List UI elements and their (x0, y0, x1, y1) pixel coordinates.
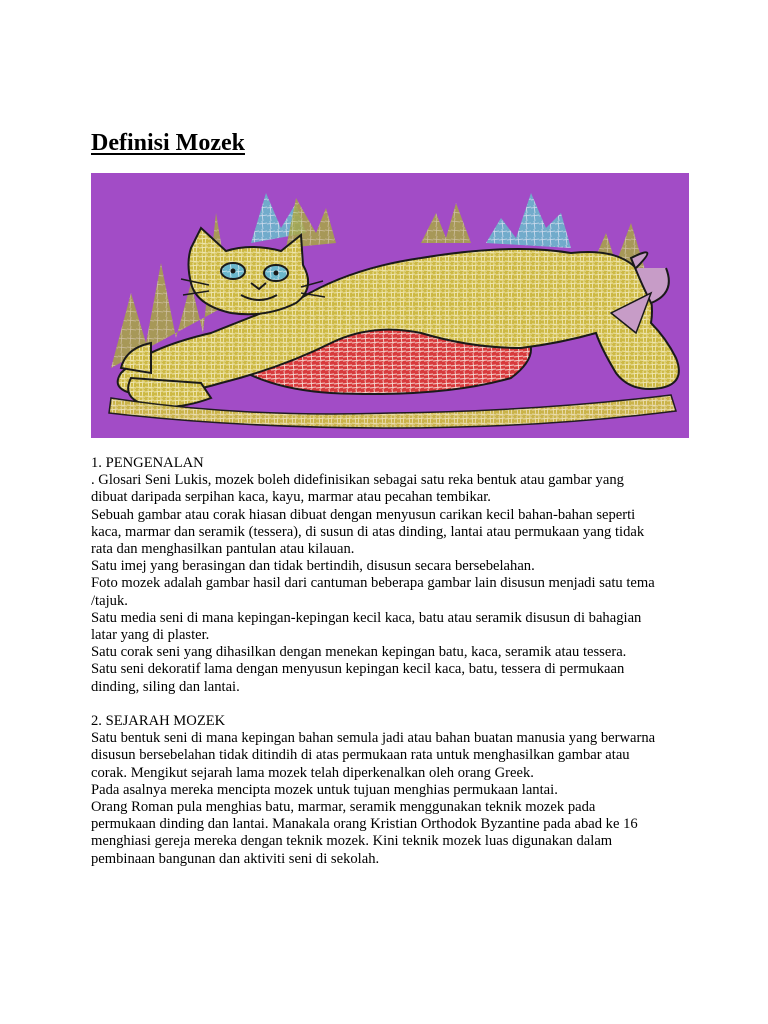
text-line: menghiasi gereja mereka dengan teknik mozek. Kini teknik mozek luas digunakan dalam (91, 833, 613, 850)
text-line: corak. Mengikut sejarah lama mozek telah diperkenalkan oleh orang Greek. (91, 764, 534, 781)
body-text (91, 455, 691, 868)
text-line: disusun bersebelahan tidak ditindih di atas permukaan rata untuk menghasilkan gambar atau (91, 747, 630, 764)
text-line: Pada asalnya mereka mencipta mozek untuk tujuan menghias permukaan lantai. (91, 781, 558, 798)
text-line: kaca, marmar dan seramik (tessera), di susun di atas dinding, lantai atau permukaan yang tidak (91, 523, 645, 540)
text-line: dibuat daripada serpihan kaca, kayu, marmar atau pecahan tembikar. (91, 489, 491, 506)
cat-mosaic-illustration (91, 173, 689, 438)
text-line: Sebuah gambar atau corak hiasan dibuat dengan menyusun carikan kecil bahan-bahan seperti (91, 506, 636, 523)
text-line: Satu media seni di mana kepingan-kepingan kecil kaca, batu atau seramik disusun di bahagian (91, 609, 642, 626)
section-heading-pengenalan: 1. PENGENALAN (91, 455, 204, 471)
text-line: pembinaan bangunan dan aktiviti seni di sekolah. (91, 850, 380, 867)
text-line: permukaan dinding dan lantai. Manakala orang Kristian Orthodok Byzantine pada abad ke 16 (91, 816, 638, 833)
text-line: latar yang di plaster. (91, 627, 210, 644)
page-title: Definisi Mozek (91, 130, 245, 156)
text-line: /tajuk. (91, 592, 128, 609)
section-heading-sejarah: 2. SEJARAH MOZEK (91, 713, 226, 730)
text-line: Satu seni dekoratif lama dengan menyusun kepingan kecil kaca, batu, tessera di permukaan (91, 661, 625, 678)
text-line: Orang Roman pula menghias batu, marmar, seramik menggunakan teknik mozek pada (91, 799, 596, 816)
text-line: rata dan menghasilkan pantulan atau kilauan. (91, 541, 355, 558)
text-line: . Glosari Seni Lukis, mozek boleh didefinisikan sebagai satu reka bentuk atau gambar yang (91, 472, 624, 489)
paragraph-gap (91, 696, 691, 713)
text-line: Satu imej yang berasingan dan tidak bertindih, disusun secara bersebelahan. (91, 558, 535, 575)
text-line: Satu bentuk seni di mana kepingan bahan semula jadi atau bahan buatan manusia yang berwarna (91, 730, 656, 747)
text-line: Satu corak seni yang dihasilkan dengan menekan kepingan batu, kaca, seramik atau tessera. (91, 644, 627, 661)
text-line: Foto mozek adalah gambar hasil dari cantuman beberapa gambar lain disusun menjadi satu tema (91, 575, 655, 592)
text-line: dinding, siling dan lantai. (91, 678, 240, 695)
